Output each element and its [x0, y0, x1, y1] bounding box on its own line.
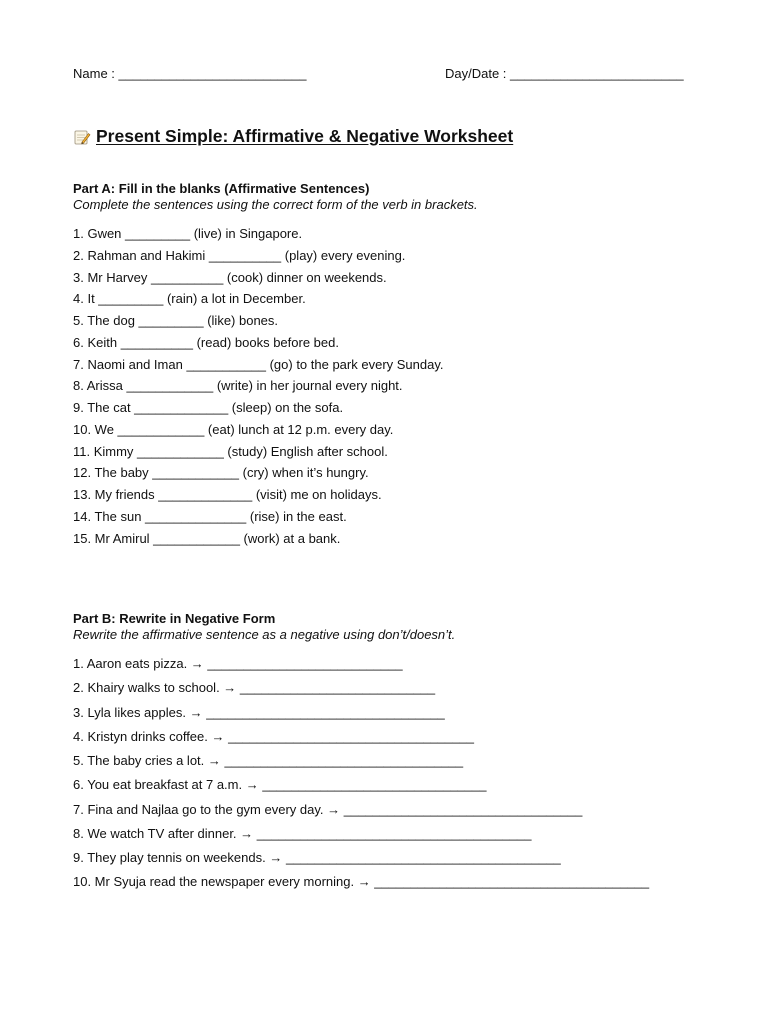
part-a-list — [73, 223, 444, 549]
part-a-instruction: Complete the sentences using the correct form of the verb in brackets. — [73, 197, 478, 212]
part-b-list — [73, 652, 649, 895]
part-a-item: 4. It _________ (rain) a lot in December. — [73, 291, 306, 307]
part-a-item: 13. My friends _____________ (visit) me on holidays. — [73, 487, 382, 502]
part-a-item: 2. Rahman and Hakimi __________ (play) every evening. — [73, 247, 406, 263]
part-a-item: 9. The cat _____________ (sleep) on the sofa. — [73, 400, 344, 415]
part-a-item: 5. The dog _________ (like) bones. — [73, 313, 279, 328]
part-b-item: 4. Kristyn drinks coffee. → __________________________________ — [73, 728, 474, 744]
part-b-item: 2. Khairy walks to school. → ___________________________ — [73, 680, 436, 696]
part-b-item: 5. The baby cries a lot. → _________________________________ — [73, 753, 464, 768]
part-a-item: 1. Gwen _________ (live) in Singapore. — [73, 226, 303, 241]
part-b-item: 1. Aaron eats pizza. → ___________________________ — [73, 656, 403, 671]
part-b-item: 10. Mr Syuja read the newspaper every morning. → ______________________________________ — [73, 874, 650, 890]
part-a-item: 7. Naomi and Iman ___________ (go) to the park every Sunday. — [73, 356, 444, 372]
part-b-item: 9. They play tennis on weekends. → ______________________________________ — [73, 850, 561, 865]
part-a-item: 11. Kimmy ____________ (study) English after school. — [73, 443, 388, 459]
date-field: Day/Date : ________________________ — [445, 66, 684, 81]
worksheet-title-row — [73, 126, 513, 147]
part-b-item: 8. We watch TV after dinner. → ______________________________________ — [73, 825, 532, 841]
part-a-item: 12. The baby ____________ (cry) when it’s hungry. — [73, 465, 369, 481]
part-a-item: 6. Keith __________ (read) books before bed. — [73, 334, 339, 350]
part-b-heading: Part B: Rewrite in Negative Form — [73, 611, 276, 626]
part-a-item: 10. We ____________ (eat) lunch at 12 p.m. every day. — [73, 421, 394, 437]
worksheet-title: Present Simple: Affirmative & Negative Worksheet — [96, 126, 514, 146]
part-b-item: 7. Fina and Najlaa go to the gym every day. → _________________________________ — [73, 801, 583, 817]
memo-icon — [73, 128, 91, 146]
name-field: Name : __________________________ — [73, 66, 307, 81]
part-a-heading: Part A: Fill in the blanks (Affirmative Sentences) — [73, 181, 370, 196]
part-a-item: 3. Mr Harvey __________ (cook) dinner on weekends. — [73, 269, 387, 285]
part-a-item: 15. Mr Amirul ____________ (work) at a bank. — [73, 530, 341, 546]
part-b-item: 6. You eat breakfast at 7 a.m. → _______________________________ — [73, 777, 487, 793]
part-b-instruction: Rewrite the affirmative sentence as a negative using don’t/doesn’t. — [73, 627, 456, 642]
part-b-item: 3. Lyla likes apples. → _________________________________ — [73, 704, 445, 720]
part-a-item: 14. The sun ______________ (rise) in the east. — [73, 508, 347, 524]
part-a-item: 8. Arissa ____________ (write) in her journal every night. — [73, 378, 403, 394]
